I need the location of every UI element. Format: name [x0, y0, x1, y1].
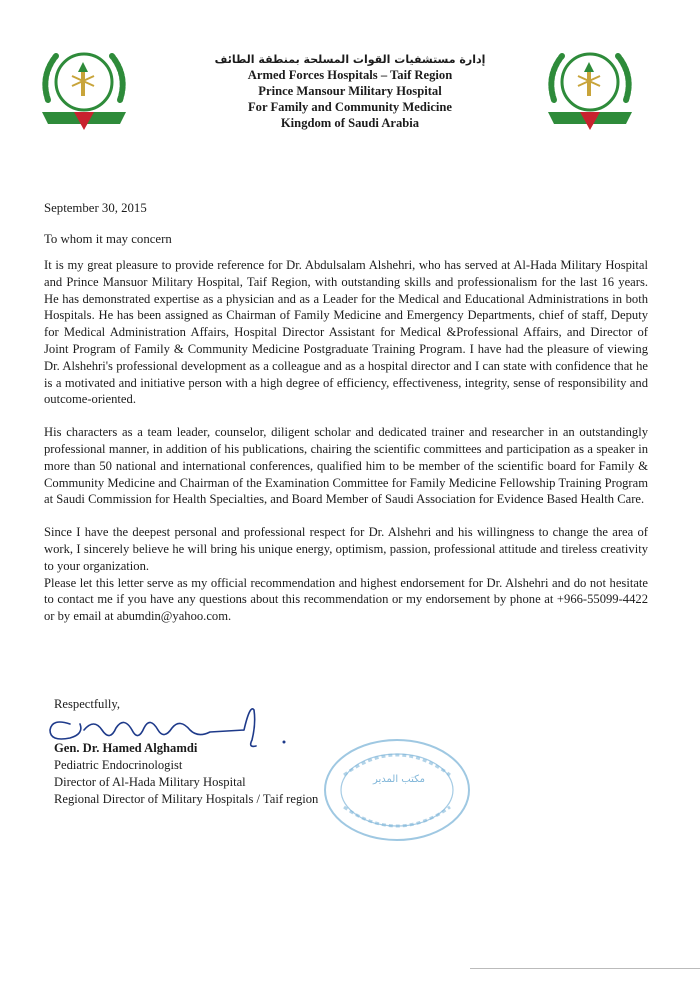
signer-name: Gen. Dr. Hamed Alghamdi	[54, 741, 198, 755]
letter-paragraph: His characters as a team leader, counselor, diligent scholar and dedicated trainer and researcher in an outstandingly professional manner, in addition of his publications, chairing the scientific committees and participation as a speaker in more than 50 national and international conferences, qualified him to be member of the scientific board for Family & Community Medicine and Chairman of the Examination Committee for Family Medicine Fellowship Training Program at Saudi Commission for Health Specialties, and Board Member of Saudi Association for Evidence Based Health Care.	[44, 425, 648, 507]
letterhead-line-4: Kingdom of Saudi Arabia	[280, 116, 420, 130]
letter-paragraph: It is my great pleasure to provide reference for Dr. Abdulsalam Alshehri, who has served at Al-Hada Military Hospital and Prince Mansuor Military Hospital, Taif Region, with outstanding skills and professionalism for the last 16 years. He has demonstrated expertise as a physician and as a Leader for the Medical and Educational Administrations in both Hospitals. He has been assigned as Chairman of Family Medicine and Emergency Departments, chief of staff, Deputy for Medical Administration Affairs, Hospital Director Assistant for Medical &Professional Affairs, and Director of Joint Program of Family & Community Medicine Postgraduate Training Program. I have had the pleasure of viewing Dr. Alshehri's professional development as a colleague and as a hospital director and I can state with confidence that he is a motivated and initiative person with a high degree of efficiency, effectiveness, integrity, sense of responsibility and outcome-oriented.	[44, 258, 648, 407]
afh-emblem-icon	[540, 38, 640, 138]
letter-paragraph: Since I have the deepest personal and professional respect for Dr. Alshehri and his willingness to change the area of work, I sincerely believe he will bring his unique energy, optimism, passion, professional attitude and tireless creativity to your organization.	[44, 525, 648, 573]
signer-block	[54, 740, 318, 808]
letterhead-line-1: Armed Forces Hospitals – Taif Region	[247, 68, 453, 82]
letter-date: September 30, 2015	[44, 201, 147, 215]
signer-title: Pediatric Endocrinologist	[54, 758, 183, 772]
letter-body	[44, 257, 648, 641]
official-stamp	[322, 735, 472, 845]
letterhead-line-3: For Family and Community Medicine	[247, 100, 453, 114]
afh-emblem-icon	[34, 38, 134, 138]
letter-closing: Respectfully,	[54, 697, 120, 711]
stamp-center-text: مكتب المدير	[372, 774, 426, 785]
letterhead-line-2: Prince Mansour Military Hospital	[258, 84, 442, 98]
letter-paragraph: Please let this letter serve as my official recommendation and highest endorsement for Dr. Alshehri and do not hesitate to contact me if you have any questions about this recommendation or my endorsement by phone at +966-55099-4422 or by email at abumdin@yahoo.com.	[44, 575, 648, 624]
signer-title: Director of Al-Hada Military Hospital	[54, 775, 246, 789]
signer-title: Regional Director of Military Hospitals / Taif region	[54, 792, 319, 806]
letterhead	[200, 52, 500, 131]
letterhead-arabic-title: إدارة مستشفيات القوات المسلحة بمنطقة الطائف	[214, 53, 486, 66]
letter-salutation: To whom it may concern	[44, 232, 172, 246]
page-edge-line	[470, 968, 700, 969]
